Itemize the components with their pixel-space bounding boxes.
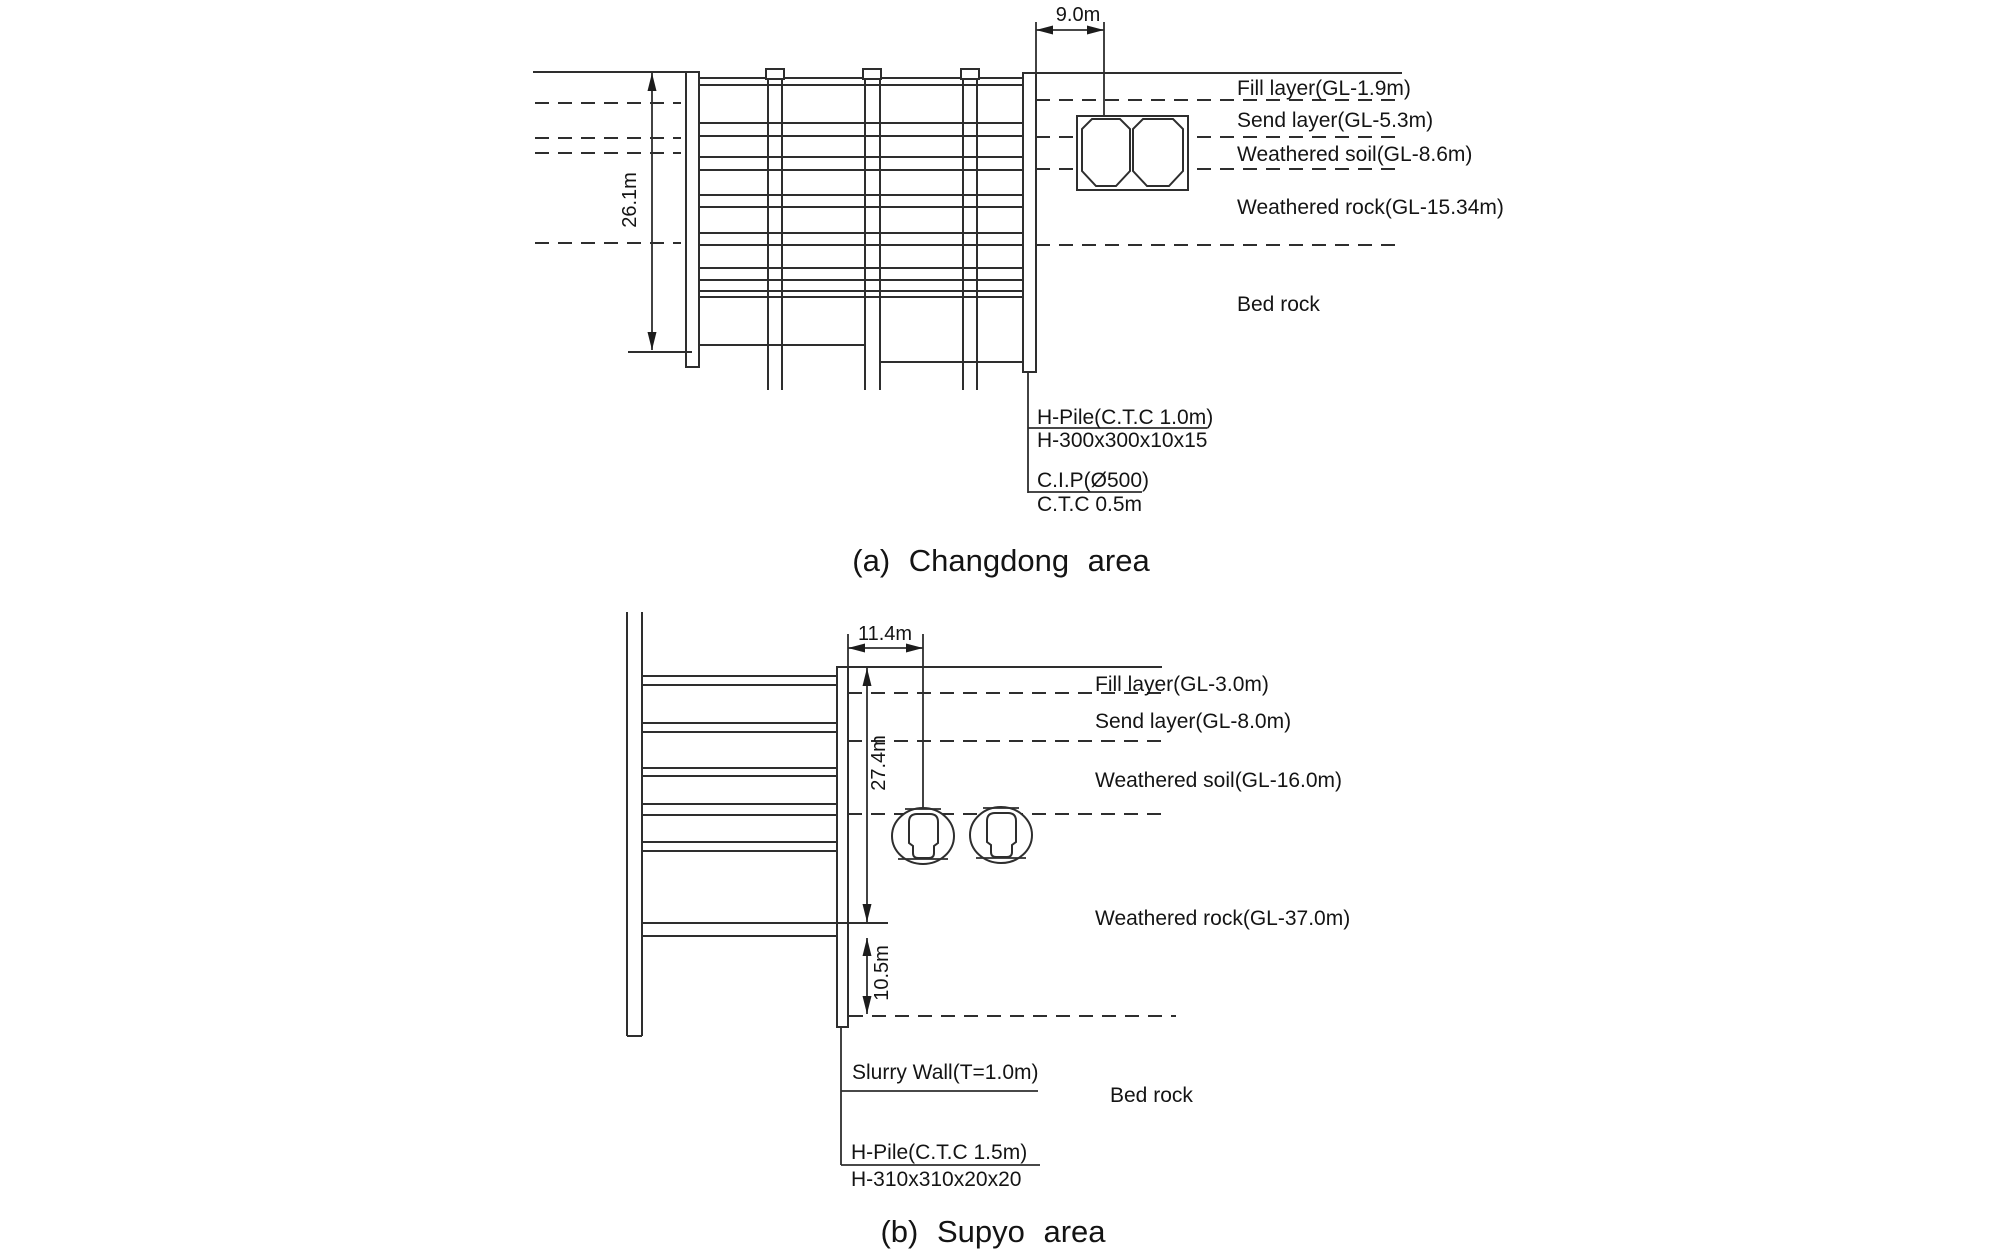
layer-label: Weathered rock(GL-37.0m) <box>1095 907 1351 930</box>
pile-cap <box>863 69 881 79</box>
tunnel-profile-right <box>987 813 1016 857</box>
dimension-depth-b <box>863 668 891 922</box>
box-tunnel-a <box>1077 116 1188 190</box>
panel-a <box>533 4 1504 578</box>
caption-panel-b: (b) Supyo area <box>880 1214 1106 1249</box>
slurry-wall-b <box>837 667 848 1027</box>
layer-labels-a <box>1237 77 1504 316</box>
pile-cap <box>766 69 784 79</box>
offset-dimension-label-b: 11.4m <box>857 623 913 645</box>
dimension-depth-a <box>619 73 657 350</box>
cip-label-a: C.I.P(Ø500) <box>1037 469 1150 492</box>
retaining-walls-a <box>686 72 1036 372</box>
strut-grid-b <box>642 676 837 851</box>
strut-grid-a <box>699 78 1023 297</box>
h-pile-label-a: H-Pile(C.T.C 1.0m) <box>1037 406 1214 429</box>
layer-boundaries-left-a <box>535 103 681 243</box>
layer-label: Weathered soil(GL-16.0m) <box>1095 769 1343 792</box>
excavation-bottom-b <box>642 923 888 936</box>
wall-annotation-b <box>841 1027 1040 1191</box>
layer-labels-b <box>1095 673 1350 1107</box>
wall-annotation-a <box>1028 372 1213 516</box>
layer-label: Bed rock <box>1237 293 1320 316</box>
dimension-embedment-b <box>863 938 894 1014</box>
tunnel-profile-left <box>909 814 938 858</box>
layer-label: Fill layer(GL-1.9m) <box>1237 77 1411 100</box>
layer-label: Send layer(GL-8.0m) <box>1095 710 1292 733</box>
layer-label: Fill layer(GL-3.0m) <box>1095 673 1269 696</box>
slurry-wall-label-b: Slurry Wall(T=1.0m) <box>852 1061 1039 1084</box>
depth-dimension-label-b: 27.4m <box>868 735 890 791</box>
layer-label: Weathered soil(GL-8.6m) <box>1237 143 1473 166</box>
circular-tunnels-b <box>892 807 1032 864</box>
layer-label: Bed rock <box>1110 1084 1193 1107</box>
tunnel-tube-left <box>1082 119 1130 186</box>
right-wall-a <box>1023 73 1036 372</box>
left-wall-a <box>686 72 699 367</box>
offset-dimension-label-a: 9.0m <box>1055 4 1101 26</box>
cip-ctc-label-a: C.T.C 0.5m <box>1037 493 1143 516</box>
embedment-dimension-label-b: 10.5m <box>871 945 893 1001</box>
tunnel-tube-right <box>1133 119 1183 186</box>
h-section-label-a: H-300x300x10x15 <box>1037 429 1208 452</box>
h-section-label-b: H-310x310x20x20 <box>851 1168 1022 1191</box>
depth-dimension-label-a: 26.1m <box>619 172 641 228</box>
layer-label: Weathered rock(GL-15.34m) <box>1237 196 1504 219</box>
pile-cap <box>961 69 979 79</box>
center-piles-a <box>766 69 979 390</box>
panel-b <box>627 612 1350 1249</box>
h-pile-label-b: H-Pile(C.T.C 1.5m) <box>851 1141 1028 1164</box>
layer-label: Send layer(GL-5.3m) <box>1237 109 1434 132</box>
caption-panel-a: (a) Changdong area <box>852 543 1150 578</box>
